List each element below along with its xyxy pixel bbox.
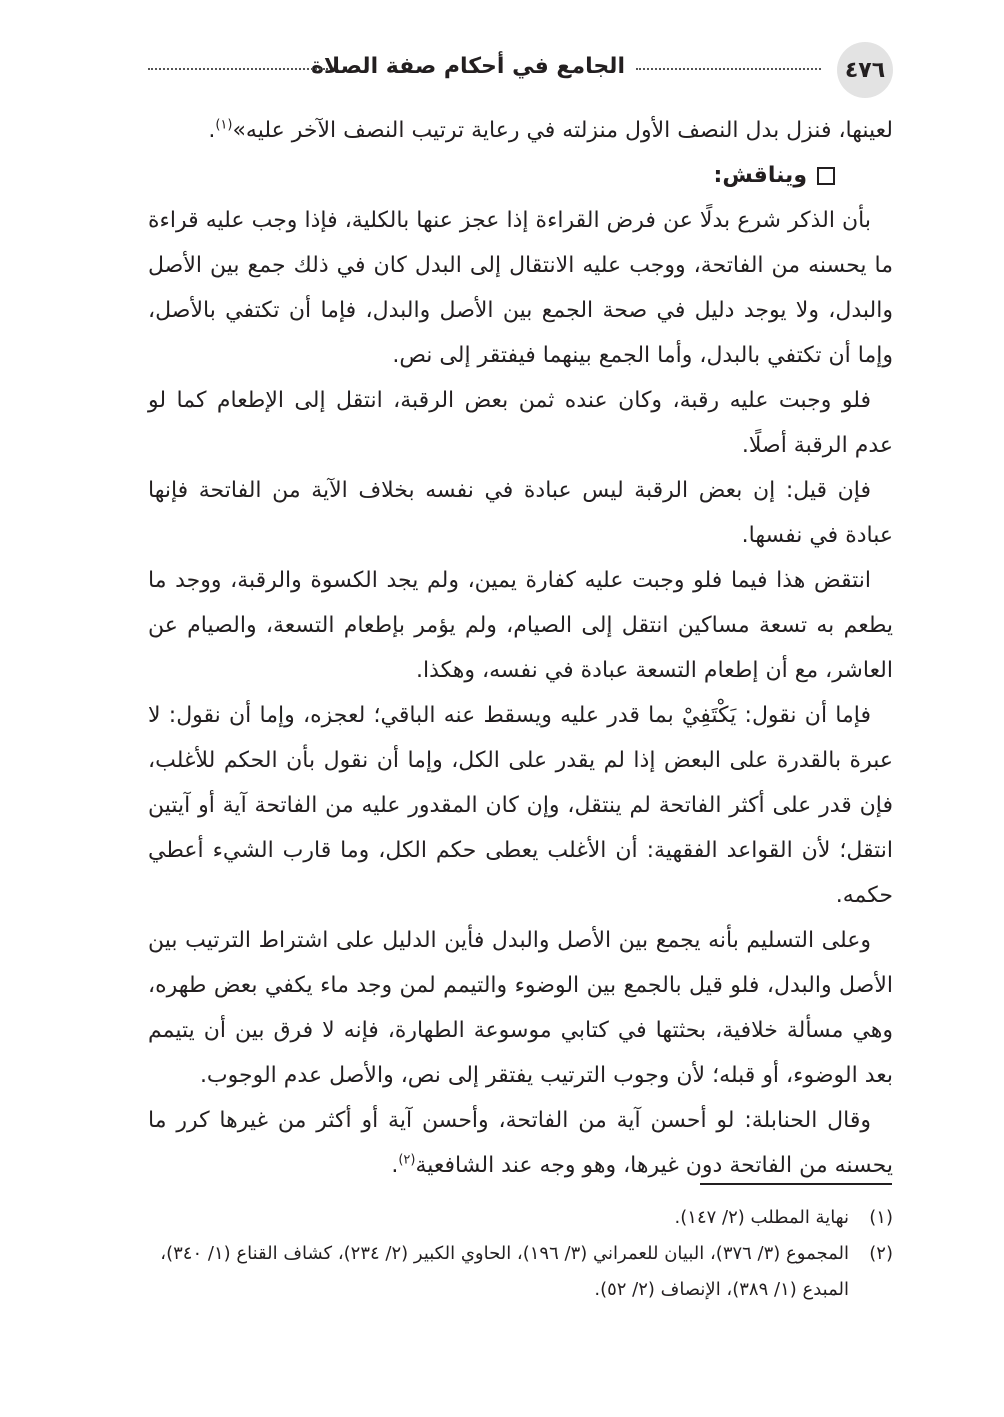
paragraph-7: وعلى التسليم بأنه يجمع بين الأصل والبدل فأين الدليل على اشتراط الترتيب بين الأصل والبدل، فلو قيل بالجمع بين الوضوء والتيمم لمن وجد ماء يكفي بعض طهره، وهي مسألة خلافية، بحثتها في كتابي موسوعة الطهارة، فإنه لا فرق بين أن يتيمم بعد الوضوء، أو قبله؛ لأن وجوب الترتيب يفتقر إلى نص، والأصل عدم الوجوب. [148,928,893,1088]
running-header [148,42,893,100]
footnote-divider [700,1183,892,1185]
main-text [148,108,893,1188]
paragraph-4: فإن قيل: إن بعض الرقبة ليس عبادة في نفسه بخلاف الآية من الفاتحة فإنها عبادة في نفسها. [148,478,893,548]
section-heading [148,153,835,198]
paragraph-1-text: لعينها، فنزل بدل النصف الأول منزلته في رعاية ترتيب النصف الآخر عليه» [232,118,893,143]
footnote-number: (٢) [869,1243,893,1264]
footnotes [148,1200,893,1308]
page-number: ٤٧٦ [837,42,893,98]
footnote-ref-1: (١) [215,117,233,133]
paragraph-3: فلو وجبت عليه رقبة، وكان عنده ثمن بعض الرقبة، انتقل إلى الإطعام كما لو عدم الرقبة أصلًا. [148,388,893,458]
paragraph-1-end: . [208,118,216,143]
header-title: الجامع في أحكام صفة الصلاة [310,54,625,79]
section-heading-text: ويناقش: [713,163,807,188]
paragraph-5: انتقض هذا فيما فلو وجبت عليه كفارة يمين، ولم يجد الكسوة والرقبة، ووجد ما يطعم به تسعة مساكين انتقل إلى الصيام، ولم يؤمر بإطعام التسعة، والصيام عن العاشر، مع أن إطعام التسعة عبادة في نفسه، وهكذا. [148,568,893,683]
paragraph-2: بأن الذكر شرع بدلًا عن فرض القراءة إذا عجز عنها بالكلية، فإذا وجب عليه قراءة ما يحسنه من الفاتحة، ووجب عليه الانتقال إلى البدل كان في ذلك جمع بين الأصل والبدل، ولا يوجد دليل في صحة الجمع بين الأصل والبدل، فإما أن تكتفي بالأصل، وإما أن تكتفي بالبدل، وأما الجمع بينهما فيفتقر إلى نص. [148,208,893,368]
header-dotted-leader-right [636,68,821,70]
square-bullet-icon [817,167,835,185]
footnote-ref-2: (٢) [398,1152,416,1168]
paragraph-8 [148,1098,893,1188]
paragraph-8-end: . [391,1153,399,1178]
footnote-text: نهاية المطلب (٢/ ١٤٧). [674,1207,849,1228]
paragraph-1 [148,108,893,153]
footnote-text: المجموع (٣/ ٣٧٦)، البيان للعمراني (٣/ ١٩٦)، الحاوي الكبير (٢/ ٢٣٤)، كشاف القناع (١/ ٣٤٠)، المبدع (١/ ٣٨٩)، الإنصاف (٢/ ٥٢). [160,1243,849,1300]
footnote-2 [148,1236,893,1308]
paragraph-6: فإما أن نقول: يَكْتَفِيْ بما قدر عليه ويسقط عنه الباقي؛ لعجزه، وإما أن نقول: لا عبرة بالقدرة على البعض إذا لم يقدر على الكل، وإما أن نقول بأن الحكم للأغلب، فإن قدر على أكثر الفاتحة لم ينتقل، وإن كان المقدور عليه من الفاتحة آية أو آيتين انتقل؛ لأن القواعد الفقهية: أن الأغلب يعطى حكم الكل، وما قارب الشيء أعطي حكمه. [148,703,893,908]
footnote-1 [148,1200,893,1236]
paragraph-8-text: وقال الحنابلة: لو أحسن آية من الفاتحة، وأحسن آية أو أكثر من غيرها كرر ما يحسنه من الفاتحة دون غيرها، وهو وجه عند الشافعية [148,1108,893,1178]
footnote-number: (١) [869,1207,893,1228]
header-dotted-leader-left [148,68,328,70]
